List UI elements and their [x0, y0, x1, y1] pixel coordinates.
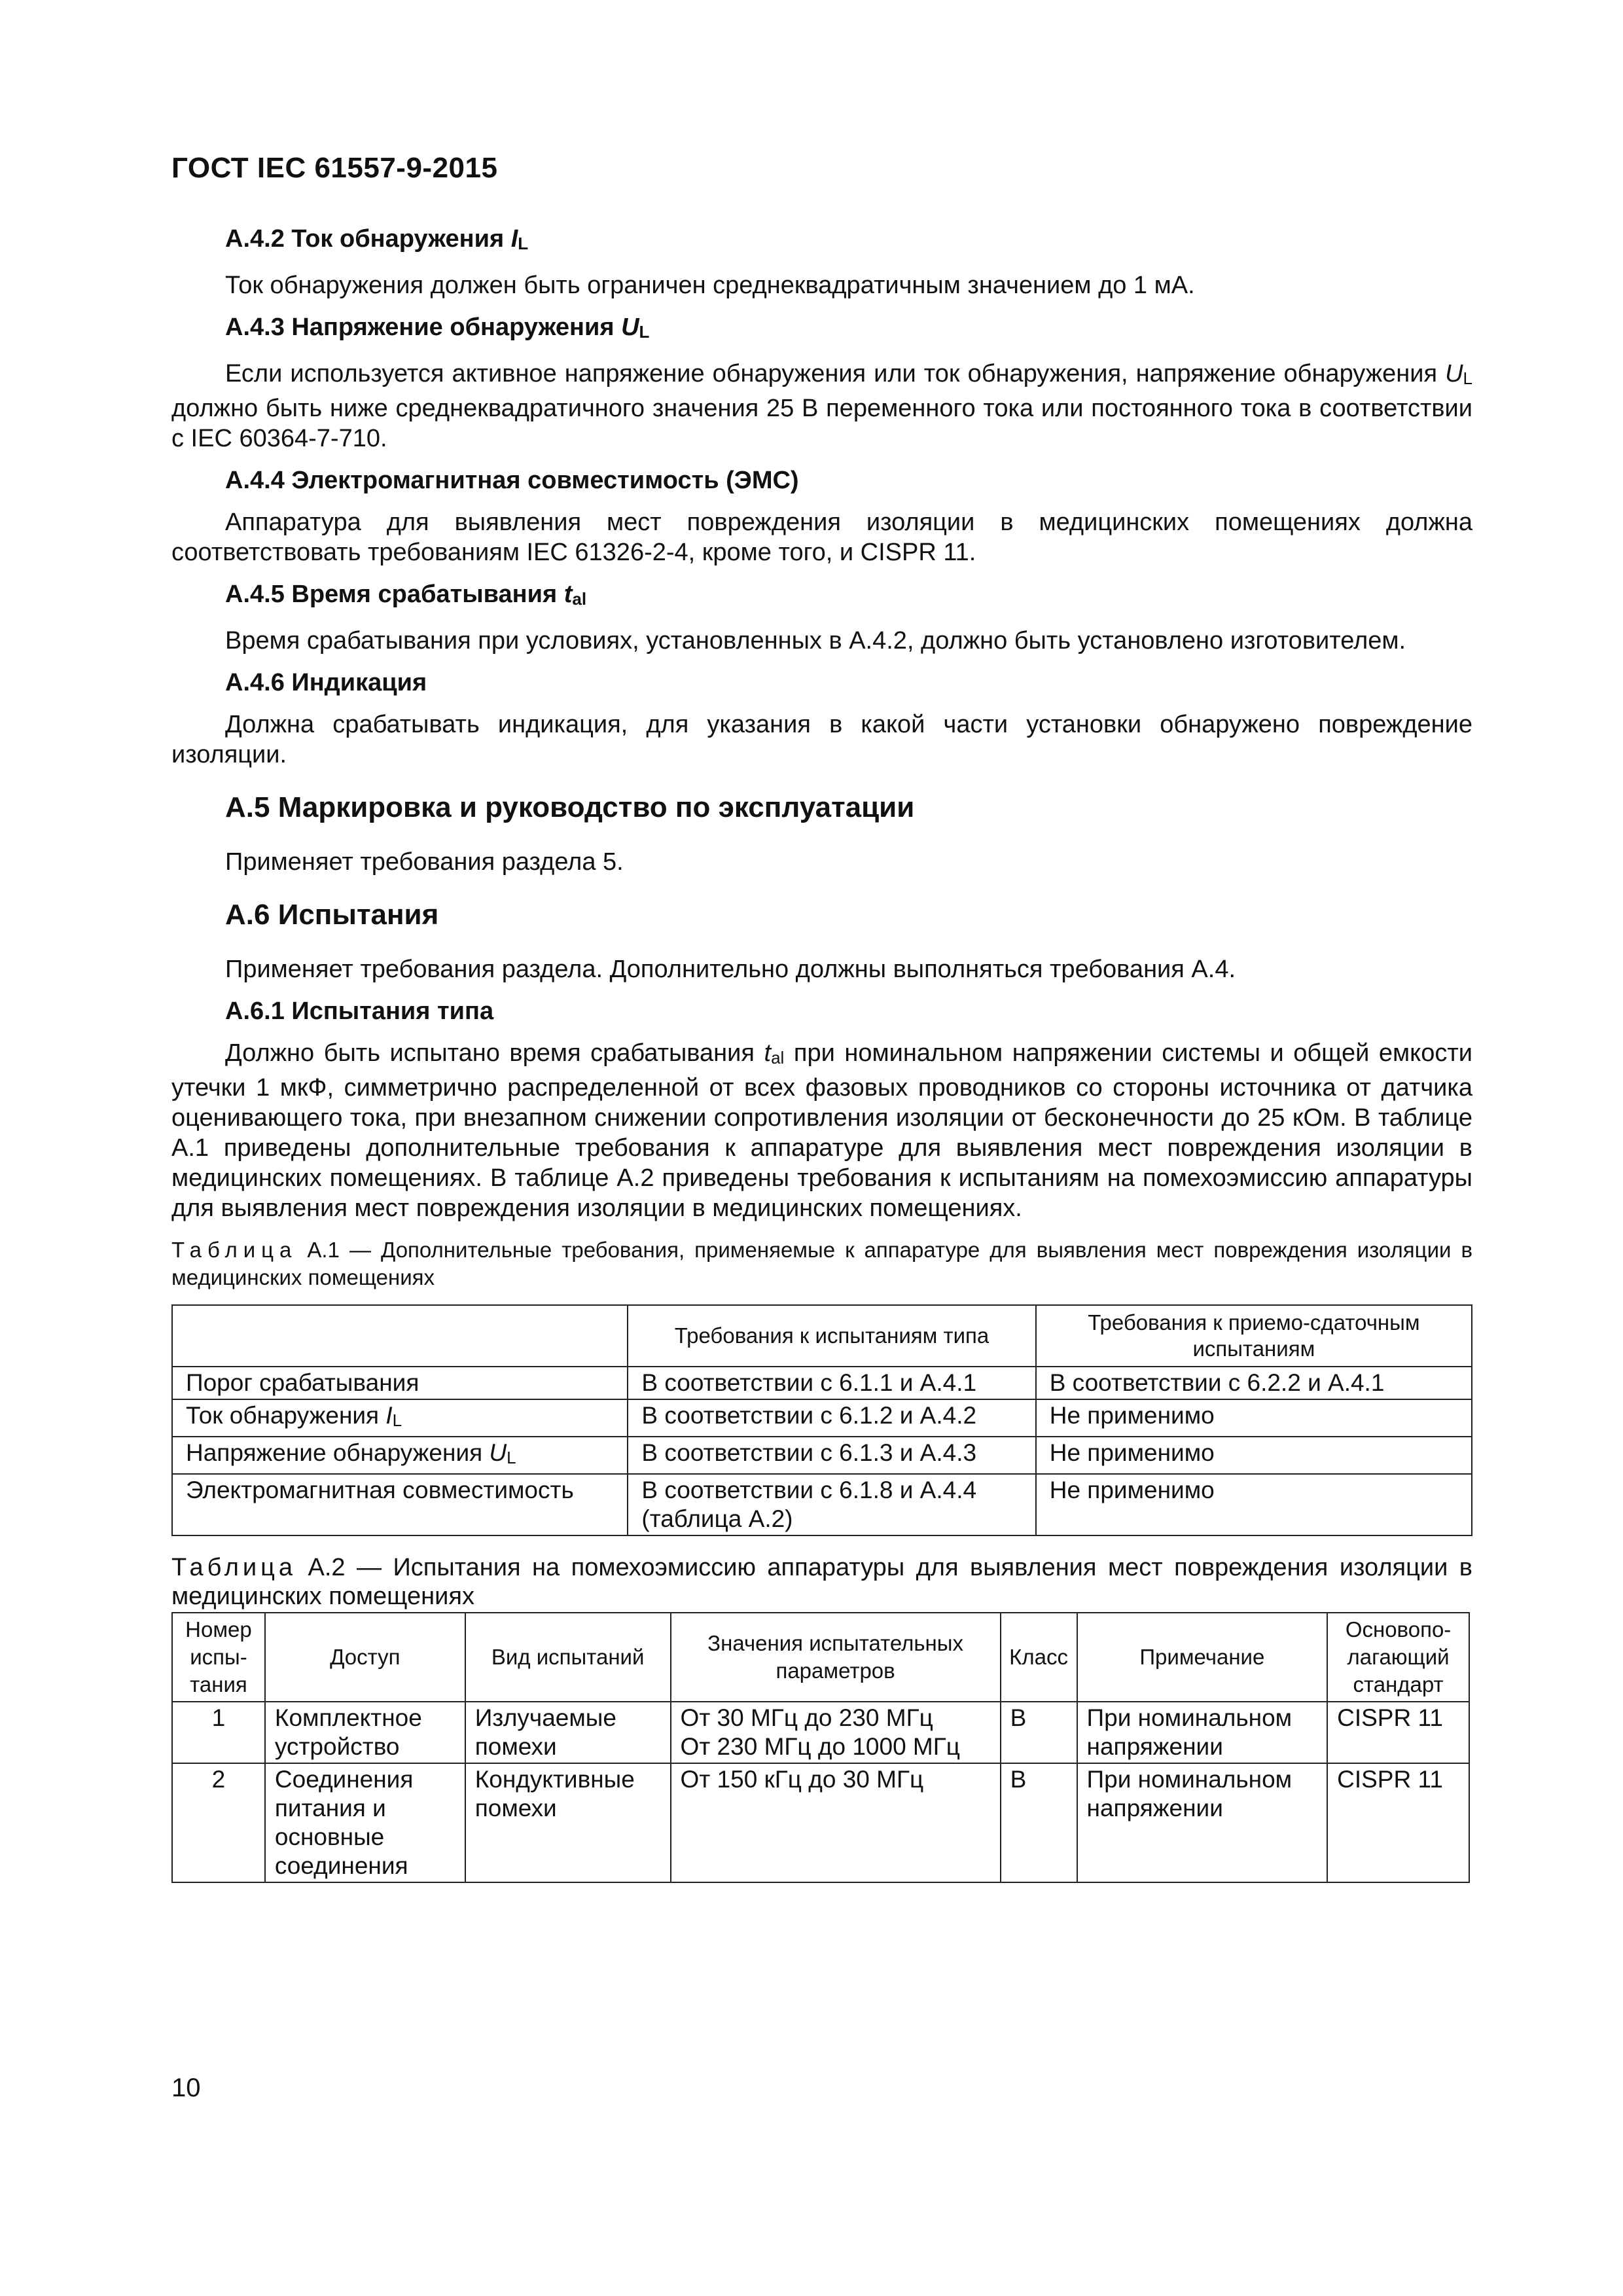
symbol-t: t	[563, 581, 573, 608]
table2-access-cell: Соединения питания и основные соединения	[265, 1763, 465, 1882]
symbol-u: U	[489, 1439, 507, 1466]
symbol-u: U	[621, 314, 639, 341]
table1-header-row	[172, 1305, 1472, 1367]
table2-access-cell: Комплектное устройство	[265, 1702, 465, 1763]
heading-a44: А.4.4 Электромагнитная совместимость (ЭМС)	[225, 467, 799, 494]
table1	[171, 1304, 1472, 1536]
symbol-t: t	[764, 1039, 772, 1067]
subscript-l: L	[1463, 368, 1472, 388]
table2-kind-cell: Кондуктивные помехи	[465, 1763, 671, 1882]
table1-type-cell: В соответствии с 6.1.2 и А.4.2	[628, 1399, 1035, 1437]
heading-a42	[171, 223, 1472, 260]
table2	[171, 1612, 1470, 1883]
table2-header-cell: Значения испытательных параметров	[671, 1613, 1001, 1702]
table2-header-row	[172, 1613, 1469, 1702]
table2-standard-cell: CISPR 11	[1327, 1763, 1469, 1882]
table-row	[172, 1702, 1469, 1763]
table2-label: Таблица	[171, 1554, 296, 1581]
paragraph-a61-post: при номинальном напряжении системы и общей емкости утечки 1 мкФ, симметрично распределенной от всех фазовых проводников со стороны источника от датчика оценивающего тока, при внезапном снижении сопротивления изоляции от бесконечности до 25 кОм. В таблице А.1 приведены дополнительные требования к аппаратуре для выявления мест повреждения изоляции в медицинских помещениях. В таблице А.2 приведены требования к испытаниям на помехоэмиссию аппаратуры для выявления мест повреждения изоляции в медицинских помещениях.	[171, 1039, 1472, 1222]
paragraph-a6: Применяет требования раздела. Дополнительно должны выполняться требования А.4.	[225, 956, 1236, 983]
table1-param-cell: Электромагнитная совместимость	[172, 1474, 628, 1535]
table1-caption-text: А.1 — Дополнительные требования, применяемые к аппаратуре для выявления мест повреждения изоляции в медицинских помещениях	[171, 1238, 1472, 1289]
table2-header-cell: Основопо-лагающий стандарт	[1327, 1613, 1469, 1702]
param-text: Ток обнаружения	[186, 1402, 386, 1429]
table1-caption	[171, 1236, 1472, 1291]
section-a5-title: А.5 Маркировка и руководство по эксплуатации	[225, 791, 915, 823]
table-row	[172, 1437, 1472, 1474]
subscript-l: L	[392, 1410, 402, 1430]
section-a6-title: А.6 Испытания	[225, 899, 439, 931]
table2-standard-cell: CISPR 11	[1327, 1702, 1469, 1763]
subscript-l: L	[639, 322, 650, 342]
page-number: 10	[171, 2073, 201, 2102]
table2-kind-cell: Излучаемые помехи	[465, 1702, 671, 1763]
paragraph-a46: Должна срабатывать индикация, для указания в какой части установки обнаружено повреждение изоляции.	[171, 711, 1472, 768]
paragraph-a42: Ток обнаружения должен быть ограничен среднеквадратичным значением до 1 мА.	[225, 272, 1195, 299]
paragraph-a45: Время срабатывания при условиях, установленных в А.4.2, должно быть установлено изготовителем.	[225, 627, 1406, 655]
heading-a43	[171, 311, 1472, 348]
table2-note-cell: При номинальном напряжении	[1077, 1702, 1328, 1763]
heading-a45-text: А.4.5 Время срабатывания	[225, 581, 564, 608]
paragraph-a61-pre: Должно быть испытано время срабатывания	[225, 1039, 764, 1067]
table2-note-cell: При номинальном напряжении	[1077, 1763, 1328, 1882]
table1-param-cell: Порог срабатывания	[172, 1367, 628, 1399]
table2-class-cell: B	[1001, 1763, 1077, 1882]
standard-header: ГОСТ IEC 61557-9-2015	[171, 152, 498, 184]
subscript-al: al	[771, 1048, 785, 1067]
symbol-i: I	[510, 225, 518, 253]
subscript-al: al	[572, 589, 587, 609]
paragraph-a61	[171, 1038, 1472, 1223]
paragraph-a43-post: должно быть ниже среднеквадратичного значения 25 В переменного тока или постоянного тока в соответствии с IEC 60364-7-710.	[171, 395, 1472, 452]
table1-acceptance-cell: В соответствии с 6.2.2 и А.4.1	[1036, 1367, 1472, 1399]
subscript-l: L	[507, 1448, 516, 1467]
symbol-u: U	[1445, 360, 1463, 387]
paragraph-a43	[171, 359, 1472, 454]
heading-a43-text: А.4.3 Напряжение обнаружения	[225, 314, 622, 341]
table-row	[172, 1399, 1472, 1437]
paragraph-a5: Применяет требования раздела 5.	[225, 848, 624, 876]
table2-num-cell: 2	[172, 1763, 265, 1882]
table1-acceptance-cell: Не применимо	[1036, 1399, 1472, 1437]
table2-value-line: От 150 кГц до 30 МГц	[680, 1766, 924, 1793]
table1-acceptance-cell: Не применимо	[1036, 1437, 1472, 1474]
heading-a61: А.6.1 Испытания типа	[225, 997, 494, 1025]
subscript-l: L	[518, 234, 529, 253]
table1-header-cell: Требования к испытаниям типа	[628, 1305, 1035, 1367]
heading-a46: А.4.6 Индикация	[225, 669, 427, 696]
paragraph-a43-pre: Если используется активное напряжение обнаружения или ток обнаружения, напряжение обнаружения	[225, 360, 1446, 387]
table2-header-cell: Доступ	[265, 1613, 465, 1702]
param-text: Напряжение обнаружения	[186, 1439, 490, 1466]
table2-num-cell: 1	[172, 1702, 265, 1763]
table-row	[172, 1763, 1469, 1882]
table2-header-cell: Примечание	[1077, 1613, 1328, 1702]
table1-param-cell	[172, 1399, 628, 1437]
table1-type-cell: В соответствии с 6.1.8 и А.4.4 (таблица А.2)	[628, 1474, 1035, 1535]
table2-caption-text: А.2 — Испытания на помехоэмиссию аппаратуры для выявления мест повреждения изоляции в медицинских помещениях	[171, 1554, 1472, 1610]
table2-values-cell	[671, 1763, 1001, 1882]
document-body	[171, 223, 1472, 1883]
table2-class-cell: B	[1001, 1702, 1077, 1763]
table1-header-cell: Требования к приемо-сдаточным испытаниям	[1036, 1305, 1472, 1367]
table1-type-cell: В соответствии с 6.1.1 и А.4.1	[628, 1367, 1035, 1399]
table2-value-line: От 230 МГц до 1000 МГц	[680, 1733, 960, 1760]
table1-type-cell: В соответствии с 6.1.3 и А.4.3	[628, 1437, 1035, 1474]
paragraph-a44: Аппаратура для выявления мест повреждения изоляции в медицинских помещениях должна соответствовать требованиям IEC 61326-2-4, кроме того, и CISPR 11.	[171, 509, 1472, 566]
table2-header-cell: Вид испытаний	[465, 1613, 671, 1702]
table1-label: Таблица	[171, 1238, 298, 1262]
table2-caption	[171, 1553, 1472, 1611]
table-row	[172, 1474, 1472, 1535]
table2-value-line: От 30 МГц до 230 МГц	[680, 1704, 933, 1731]
table1-header-cell	[172, 1305, 628, 1367]
table2-header-cell: Класс	[1001, 1613, 1077, 1702]
table-row	[172, 1367, 1472, 1399]
symbol-i: I	[385, 1402, 393, 1429]
table2-header-cell: Номер испы-тания	[172, 1613, 265, 1702]
table1-acceptance-cell: Не применимо	[1036, 1474, 1472, 1535]
table1-param-cell	[172, 1437, 628, 1474]
heading-a45	[171, 578, 1472, 615]
heading-a42-text: А.4.2 Ток обнаружения	[225, 225, 511, 253]
table2-values-cell	[671, 1702, 1001, 1763]
